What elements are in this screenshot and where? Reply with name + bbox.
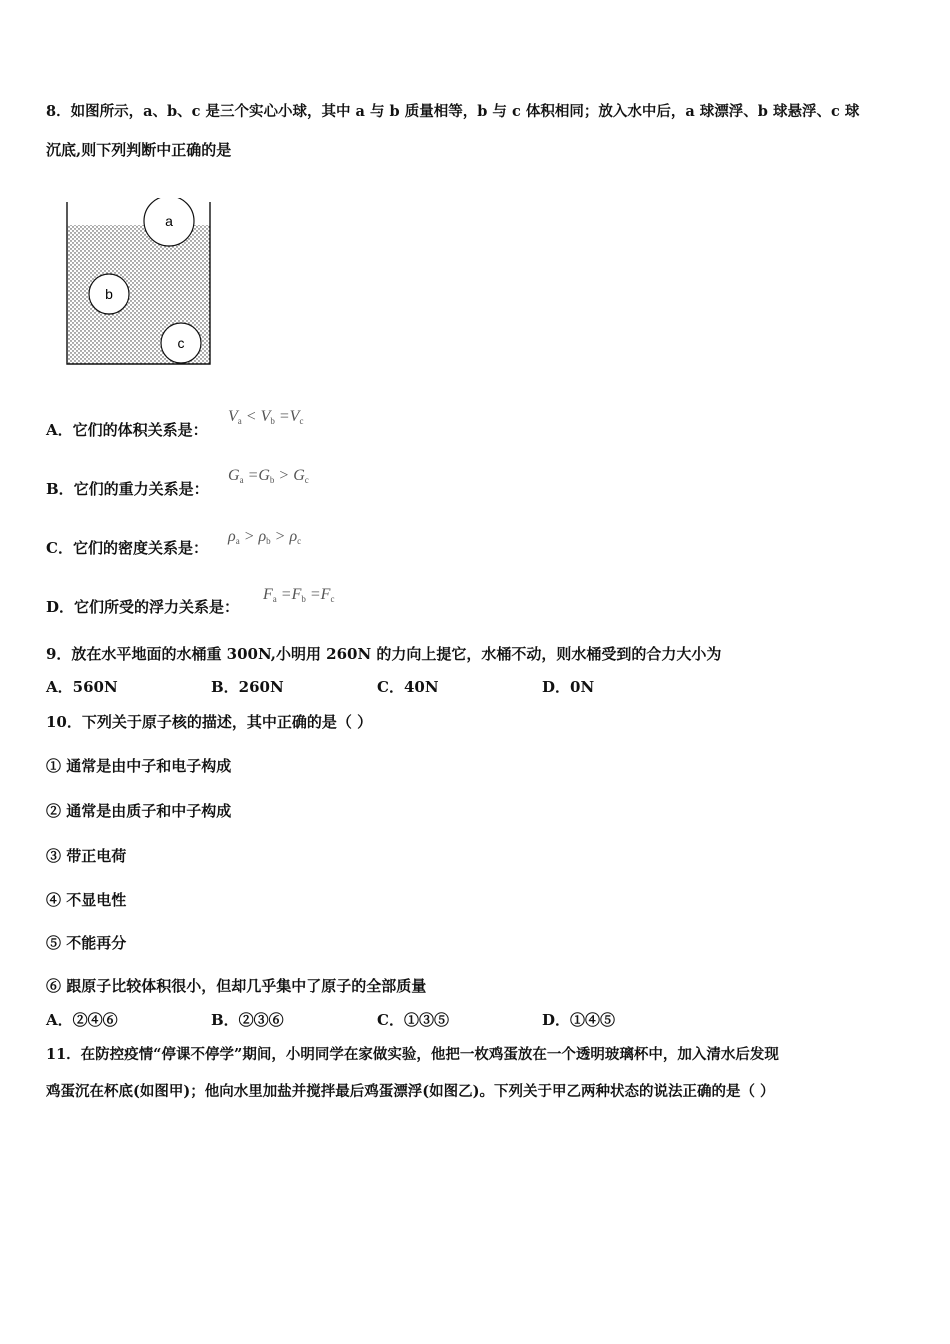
beaker-figure <box>60 198 220 370</box>
q10-item-4: ④ 不显电性 <box>46 891 127 909</box>
q8-option-d: D．它们所受的浮力关系是： <box>46 598 240 616</box>
ball-a-label: a <box>165 213 173 229</box>
ball-c-label: c <box>177 335 185 351</box>
q9-option-d: D．0N <box>542 678 595 696</box>
q10-option-a: A．②④⑥ <box>46 1011 118 1029</box>
q10-option-c: C．①③⑤ <box>377 1011 449 1029</box>
ball-b-label: b <box>105 286 113 302</box>
q8-option-b-formula: $G_a =G_b > G_c$ <box>228 467 309 485</box>
q9-option-c: C．40N <box>377 678 439 696</box>
q10-item-6: ⑥ 跟原子比较体积很小，但却几乎集中了原子的全部质量 <box>46 977 427 995</box>
q9-option-a: A．560N <box>46 678 118 696</box>
q11-stem-line1: 11．在防控疫情“停课不停学”期间，小明同学在家做实验，他把一枚鸡蛋放在一个透明玻璃杯中，加入清水后发现 <box>46 1046 779 1063</box>
q10-option-b: B．②③⑥ <box>211 1011 284 1029</box>
q8-stem-line1: 8．如图所示，a、b、c 是三个实心小球，其中 a 与 b 质量相等，b 与 c 体积相同；放入水中后，a 球漂浮、b 球悬浮、c 球 <box>46 103 860 120</box>
q8-option-a: A．它们的体积关系是： <box>46 421 208 439</box>
q10-stem: 10．下列关于原子核的描述，其中正确的是（ ） <box>46 713 373 731</box>
q11-stem-line2: 鸡蛋沉在杯底(如图甲)；他向水里加盐并搅拌最后鸡蛋漂浮(如图乙)。下列关于甲乙两种状态的说法正确的是（ ） <box>46 1083 775 1100</box>
q10-item-1: ① 通常是由中子和电子构成 <box>46 757 232 775</box>
q8-option-c: C．它们的密度关系是： <box>46 539 208 557</box>
q10-option-d: D．①④⑤ <box>542 1011 616 1029</box>
q9-stem: 9．放在水平地面的水桶重 300N,小明用 260N 的力向上提它，水桶不动，则水桶受到的合力大小为 <box>46 645 722 663</box>
q8-option-b: B．它们的重力关系是： <box>46 480 209 498</box>
q8-option-c-formula: $\rho_a > \rho_b > \rho_c$ <box>228 528 302 546</box>
q10-item-2: ② 通常是由质子和中子构成 <box>46 802 232 820</box>
q8-option-d-formula: $F_a =F_b =F_c$ <box>263 586 335 604</box>
q10-item-3: ③ 带正电荷 <box>46 847 127 865</box>
q8-stem-line2: 沉底,则下列判断中正确的是 <box>46 141 232 159</box>
q10-item-5: ⑤ 不能再分 <box>46 934 127 952</box>
q8-option-a-formula: $V_a < V_b =V_c$ <box>228 408 304 426</box>
q9-option-b: B．260N <box>211 678 284 696</box>
ball-a <box>144 198 194 246</box>
ball-b <box>89 274 129 314</box>
ball-c <box>161 323 201 363</box>
